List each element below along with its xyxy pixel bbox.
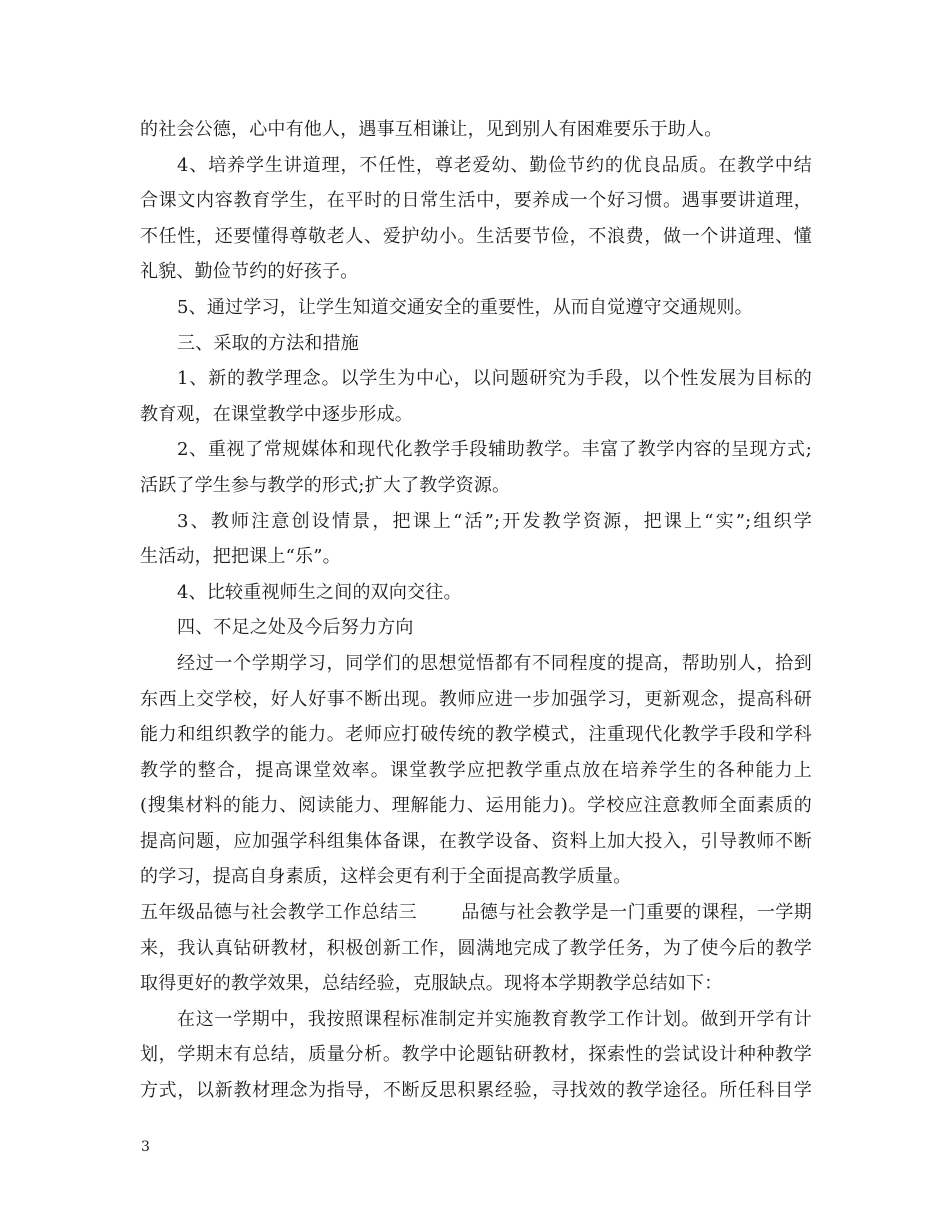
body-text [140,112,812,1109]
paragraph-line: 的社会公德，心中有他人，遇事互相谦让，见到别人有困难要乐于助人。 [140,119,723,140]
paragraph-line: 不任性，还要懂得尊敬老人、爱护幼小。生活要节俭，不浪费，做一个讲道理、懂 [140,225,812,247]
paragraph-line: 方式，以新教材理念为指导，不断反思积累经验，寻找效的教学途径。所任科目学 [140,1080,812,1102]
paragraph-line: 5、通过学习，让学生知道交通安全的重要性，从而自觉遵守交通规则。 [177,296,753,318]
paragraph-line: 能力和组织教学的能力。老师应打破传统的教学模式，注重现代化教学手段和学科 [140,724,812,746]
paragraph-line: 提高问题，应加强学科组集体备课，在教学设备、资料上加大投入，引导教师不断 [140,830,812,852]
paragraph-line: 礼貌、勤俭节约的好孩子。 [140,261,359,283]
paragraph-line: 1、新的教学理念。以学生为中心，以问题研究为手段，以个性发展为目标的 [177,368,812,390]
paragraph-line: 划，学期末有总结，质量分析。教学中论题钻研教材，探索性的尝试设计种种教学 [140,1044,812,1066]
paragraph-line: (搜集材料的能力、阅读能力、理解能力、运用能力)。学校应注意教师全面素质的 [140,795,812,817]
title-and-paragraph-line [140,895,812,931]
paragraph-line: 合课文内容教育学生，在平时的日常生活中，要养成一个好习惯。遇事要讲道理， [140,190,812,212]
paragraph-line: 在这一学期中，我按照课程标准制定并实施教育教学工作计划。做到开学有计 [177,1008,812,1030]
paragraph-line: 3、教师注意创设情景，把课上“活”;开发教学资源，把课上“实”;组织学 [177,510,812,532]
paragraph-line: 取得更好的教学效果，总结经验，克服缺点。现将本学期教学总结如下： [140,973,723,995]
page-number: 3 [141,1139,150,1155]
paragraph-line: 的学习，提高自身素质，这样会更有利于全面提高教学质量。 [140,866,632,888]
paragraph-line: 来，我认真钻研教材，积极创新工作，圆满地完成了教学任务，为了使今后的教学 [140,937,812,959]
section-heading: 三、采取的方法和措施 [177,332,359,354]
paragraph-line: 教学的整合，提高课堂效率。课堂教学应把教学重点放在培养学生的各种能力上 [140,759,812,781]
paragraph-line: 活跃了学生参与教学的形式;扩大了教学资源。 [140,474,511,496]
paragraph-line: 生活动，把把课上“乐”。 [140,546,341,568]
paragraph-line: 4、比较重视师生之间的双向交往。 [177,581,462,603]
paragraph-line: 2、重视了常规媒体和现代化教学手段辅助教学。丰富了教学内容的呈现方式; [177,439,812,461]
paragraph-line-fragment: 品德与社会教学是一门重要的课程，一学期 [461,902,812,924]
section-heading: 四、不足之处及今后努力方向 [177,617,414,639]
document-title: 五年级品德与社会教学工作总结三 [140,902,418,924]
paragraph-line: 教育观，在课堂教学中逐步形成。 [140,403,413,425]
paragraph-line: 东西上交学校，好人好事不断出现。教师应进一步加强学习，更新观念，提高科研 [140,688,812,710]
paragraph-line: 4、培养学生讲道理，不任性，尊老爱幼、勤俭节约的优良品质。在教学中结 [177,154,812,176]
paragraph-line: 经过一个学期学习，同学们的思想觉悟都有不同程度的提高，帮助别人，拾到 [177,652,812,674]
